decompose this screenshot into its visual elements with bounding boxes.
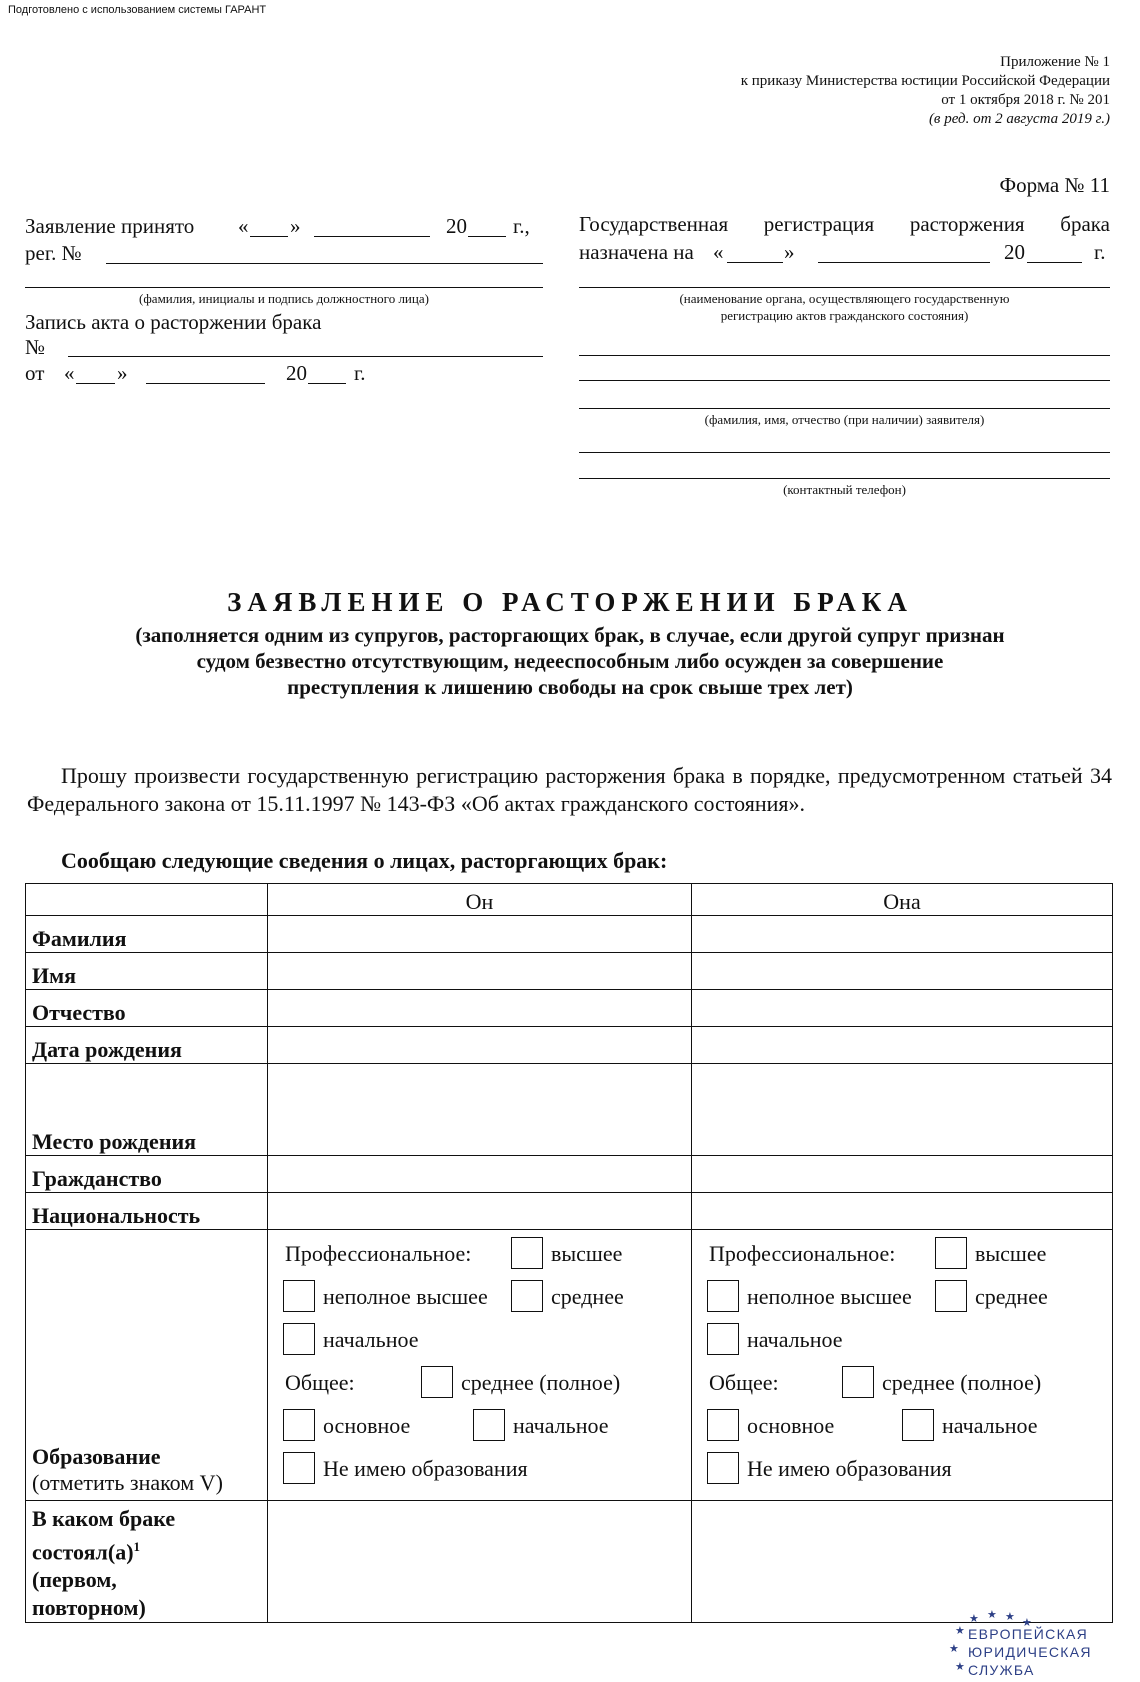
logo-star-icon: ★ xyxy=(949,1643,959,1655)
appendix-line-3: от 1 октября 2018 г. № 201 xyxy=(941,92,1110,108)
row-label-name: Имя xyxy=(26,953,268,990)
appendix-line-4: (в ред. от 2 августа 2019 г.) xyxy=(928,111,1110,127)
table-row xyxy=(26,953,1113,990)
registration-word-1: Государственная xyxy=(579,212,729,236)
she-marriage-cell[interactable] xyxy=(692,1501,1113,1623)
he-name-cell[interactable] xyxy=(268,953,692,990)
logo-star-icon: ★ xyxy=(987,1609,997,1621)
he-secondary-label: среднее xyxy=(551,1284,624,1309)
logo-star-icon: ★ xyxy=(1005,1611,1015,1623)
he-incomplete-higher-checkbox[interactable] xyxy=(283,1280,315,1312)
record-from-label: от xyxy=(25,361,45,385)
she-incomplete-higher-label: неполное высшее xyxy=(747,1284,912,1309)
record-close-quote: » xyxy=(117,361,128,385)
logo-star-icon: ★ xyxy=(969,1613,979,1625)
scheduled-open-quote: « xyxy=(713,240,724,264)
authority-caption-2: регистрацию актов гражданского состояния) xyxy=(720,308,969,323)
record-open-quote: « xyxy=(64,361,75,385)
accepted-year-field[interactable] xyxy=(468,236,506,237)
phone-field-1[interactable] xyxy=(579,452,1110,453)
marriage-row xyxy=(26,1501,1113,1623)
table-row xyxy=(26,990,1113,1027)
she-higher-label: высшее xyxy=(975,1241,1047,1266)
he-higher-checkbox[interactable] xyxy=(511,1237,543,1269)
logo-star-icon: ★ xyxy=(955,1625,965,1637)
logo-line-3: СЛУЖБА xyxy=(968,1662,1035,1678)
he-no-education-label: Не имею образования xyxy=(323,1456,528,1481)
she-patronymic-cell[interactable] xyxy=(692,990,1113,1027)
record-day-field[interactable] xyxy=(76,383,115,384)
appendix-header xyxy=(741,53,1110,129)
applicant-field-1[interactable] xyxy=(579,355,1110,356)
table-row xyxy=(26,1193,1113,1230)
she-name-cell[interactable] xyxy=(692,953,1113,990)
she-primary-label: начальное xyxy=(747,1327,843,1352)
registration-line xyxy=(579,212,1110,236)
official-caption: (фамилия, инициалы и подпись должностного лица) xyxy=(139,291,429,306)
she-birth-place-cell[interactable] xyxy=(692,1064,1113,1156)
he-education-cell xyxy=(268,1230,692,1501)
she-surname-cell[interactable] xyxy=(692,916,1113,953)
marriage-label xyxy=(32,1505,261,1566)
reg-number-label: рег. № xyxy=(25,241,82,265)
marriage-label-text: В каком браке состоял(а) xyxy=(32,1506,176,1565)
he-basic-checkbox[interactable] xyxy=(283,1409,315,1441)
column-he: Он xyxy=(268,884,692,916)
row-label-birth-date: Дата рождения xyxy=(26,1027,268,1064)
subtitle-line-3: преступления к лишению свободы на срок свыше трех лет) xyxy=(287,675,853,699)
logo-line-2: ЮРИДИЧЕСКАЯ xyxy=(968,1644,1092,1660)
row-label-education xyxy=(26,1230,268,1501)
he-marriage-cell[interactable] xyxy=(268,1501,692,1623)
he-surname-cell[interactable] xyxy=(268,916,692,953)
she-primary-checkbox[interactable] xyxy=(707,1323,739,1355)
scheduled-year-field[interactable] xyxy=(1027,262,1082,263)
row-label-birth-place: Место рождения xyxy=(26,1064,268,1156)
he-secondary-full-label: среднее (полное) xyxy=(461,1370,621,1395)
accepted-year-suffix: г., xyxy=(513,214,530,238)
he-primary-checkbox[interactable] xyxy=(283,1323,315,1355)
table-row xyxy=(26,916,1113,953)
table-row xyxy=(26,1156,1113,1193)
appendix-line-1: Приложение № 1 xyxy=(1000,54,1110,70)
he-basic-label: основное xyxy=(323,1413,411,1438)
authority-field[interactable] xyxy=(579,287,1110,288)
row-label-surname: Фамилия xyxy=(26,916,268,953)
form-number: Форма № 11 xyxy=(999,173,1110,197)
registration-word-4: брака xyxy=(1060,212,1110,236)
official-signature-field[interactable] xyxy=(25,287,543,288)
she-basic-label: основное xyxy=(747,1413,835,1438)
she-professional-label: Профессиональное: xyxy=(709,1241,896,1266)
she-education-options xyxy=(692,1230,1112,1495)
she-secondary-label: среднее xyxy=(975,1284,1048,1309)
column-she: Она xyxy=(692,884,1113,916)
marriage-note-1: (первом, xyxy=(32,1567,117,1593)
record-label: Запись акта о расторжении брака xyxy=(25,310,322,334)
he-education-options xyxy=(268,1230,691,1495)
row-label-citizenship: Гражданство xyxy=(26,1156,268,1193)
accepted-open-quote: « xyxy=(238,214,249,238)
logo-line-1: ЕВРОПЕЙСКАЯ xyxy=(968,1626,1089,1642)
document-title: ЗАЯВЛЕНИЕ О РАСТОРЖЕНИИ БРАКА xyxy=(227,587,913,617)
request-paragraph xyxy=(27,762,1112,818)
accepted-year-prefix: 20 xyxy=(446,214,467,238)
table-row xyxy=(26,1064,1113,1156)
garant-note: Подготовлено с использованием системы ГАРАНТ xyxy=(8,4,267,16)
she-secondary-checkbox[interactable] xyxy=(935,1280,967,1312)
subtitle-line-1: (заполняется одним из супругов, расторгающих брак, в случае, если другой супруг признан xyxy=(135,623,1005,647)
marriage-note-2: повторном) xyxy=(32,1595,146,1621)
request-text: Прошу произвести государственную регистрацию расторжения брака в порядке, предусмотренном статьей 34 Федерального закона от 15.11.1997 № 143-ФЗ «Об актах гражданского состояния». xyxy=(27,763,1112,816)
accepted-label: Заявление принято xyxy=(25,214,195,238)
he-no-education-checkbox[interactable] xyxy=(283,1452,315,1484)
table-row xyxy=(26,1027,1113,1064)
reg-number-field[interactable] xyxy=(106,263,543,264)
scheduled-label: назначена на xyxy=(579,240,694,264)
accepted-close-quote: » xyxy=(290,214,301,238)
row-label-patronymic: Отчество xyxy=(26,990,268,1027)
phone-caption: (контактный телефон) xyxy=(783,482,906,497)
subtitle-line-2: судом безвестно отсутствующим, недееспособным либо осужден за совершение xyxy=(196,649,944,673)
record-number-field[interactable] xyxy=(68,356,543,357)
record-year-prefix: 20 xyxy=(286,361,307,385)
education-note: (отметить знаком V) xyxy=(32,1470,223,1495)
he-secondary-full-checkbox[interactable] xyxy=(421,1366,453,1398)
she-higher-checkbox[interactable] xyxy=(935,1237,967,1269)
accepted-month-field[interactable] xyxy=(314,236,430,237)
row-label-marriage xyxy=(26,1501,268,1623)
she-basic-checkbox[interactable] xyxy=(707,1409,739,1441)
scheduled-year-suffix: г. xyxy=(1094,240,1106,264)
logo xyxy=(945,1610,1115,1680)
applicant-field-3[interactable] xyxy=(579,408,1110,409)
he-patronymic-cell[interactable] xyxy=(268,990,692,1027)
record-year-field[interactable] xyxy=(308,383,346,384)
registration-word-2: регистрация xyxy=(763,212,875,236)
she-birth-date-cell[interactable] xyxy=(692,1027,1113,1064)
scheduled-close-quote: » xyxy=(784,240,795,264)
he-primary-general-label: начальное xyxy=(513,1413,609,1438)
scheduled-day-field[interactable] xyxy=(727,262,783,263)
logo-star-icon: ★ xyxy=(1022,1617,1032,1629)
scheduled-year-prefix: 20 xyxy=(1004,240,1025,264)
he-secondary-checkbox[interactable] xyxy=(511,1280,543,1312)
record-year-suffix: г. xyxy=(354,361,366,385)
she-no-education-checkbox[interactable] xyxy=(707,1452,739,1484)
table-header-row xyxy=(26,884,1113,916)
he-general-label: Общее: xyxy=(285,1370,355,1395)
applicant-field-2[interactable] xyxy=(579,380,1110,381)
he-citizenship-cell[interactable] xyxy=(268,1156,692,1193)
document-subtitle xyxy=(60,622,1080,700)
info-heading: Сообщаю следующие сведения о лицах, расторгающих брак: xyxy=(61,848,668,873)
he-nationality-cell[interactable] xyxy=(268,1193,692,1230)
she-incomplete-higher-checkbox[interactable] xyxy=(707,1280,739,1312)
she-secondary-full-checkbox[interactable] xyxy=(842,1366,874,1398)
she-general-label: Общее: xyxy=(709,1370,779,1395)
he-birth-date-cell[interactable] xyxy=(268,1027,692,1064)
spouses-table xyxy=(25,883,1113,1623)
he-higher-label: высшее xyxy=(551,1241,623,1266)
appendix-line-2: к приказу Министерства юстиции Российской Федерации xyxy=(740,73,1110,89)
authority-caption-1: (наименование органа, осуществляющего государственную xyxy=(679,291,1010,306)
row-label-nationality: Национальность xyxy=(26,1193,268,1230)
she-primary-general-checkbox[interactable] xyxy=(902,1409,934,1441)
she-nationality-cell[interactable] xyxy=(692,1193,1113,1230)
he-primary-label: начальное xyxy=(323,1327,419,1352)
she-citizenship-cell[interactable] xyxy=(692,1156,1113,1193)
education-label: Образование xyxy=(32,1444,161,1469)
she-education-cell xyxy=(692,1230,1113,1501)
he-primary-general-checkbox[interactable] xyxy=(473,1409,505,1441)
applicant-caption: (фамилия, имя, отчество (при наличии) заявителя) xyxy=(704,412,985,427)
she-no-education-label: Не имею образования xyxy=(747,1456,952,1481)
scheduled-month-field[interactable] xyxy=(818,262,990,263)
record-number-sign: № xyxy=(25,335,46,359)
education-row xyxy=(26,1230,1113,1501)
table-header-empty xyxy=(26,884,268,916)
he-professional-label: Профессиональное: xyxy=(285,1241,472,1266)
she-primary-general-label: начальное xyxy=(942,1413,1038,1438)
marriage-footnote: 1 xyxy=(133,1539,141,1554)
phone-field-2[interactable] xyxy=(579,478,1110,479)
accepted-day-field[interactable] xyxy=(250,236,288,237)
record-month-field[interactable] xyxy=(146,383,265,384)
she-secondary-full-label: среднее (полное) xyxy=(882,1370,1042,1395)
he-incomplete-higher-label: неполное высшее xyxy=(323,1284,488,1309)
logo-star-icon: ★ xyxy=(955,1661,965,1673)
registration-word-3: расторжения xyxy=(909,212,1025,236)
he-birth-place-cell[interactable] xyxy=(268,1064,692,1156)
